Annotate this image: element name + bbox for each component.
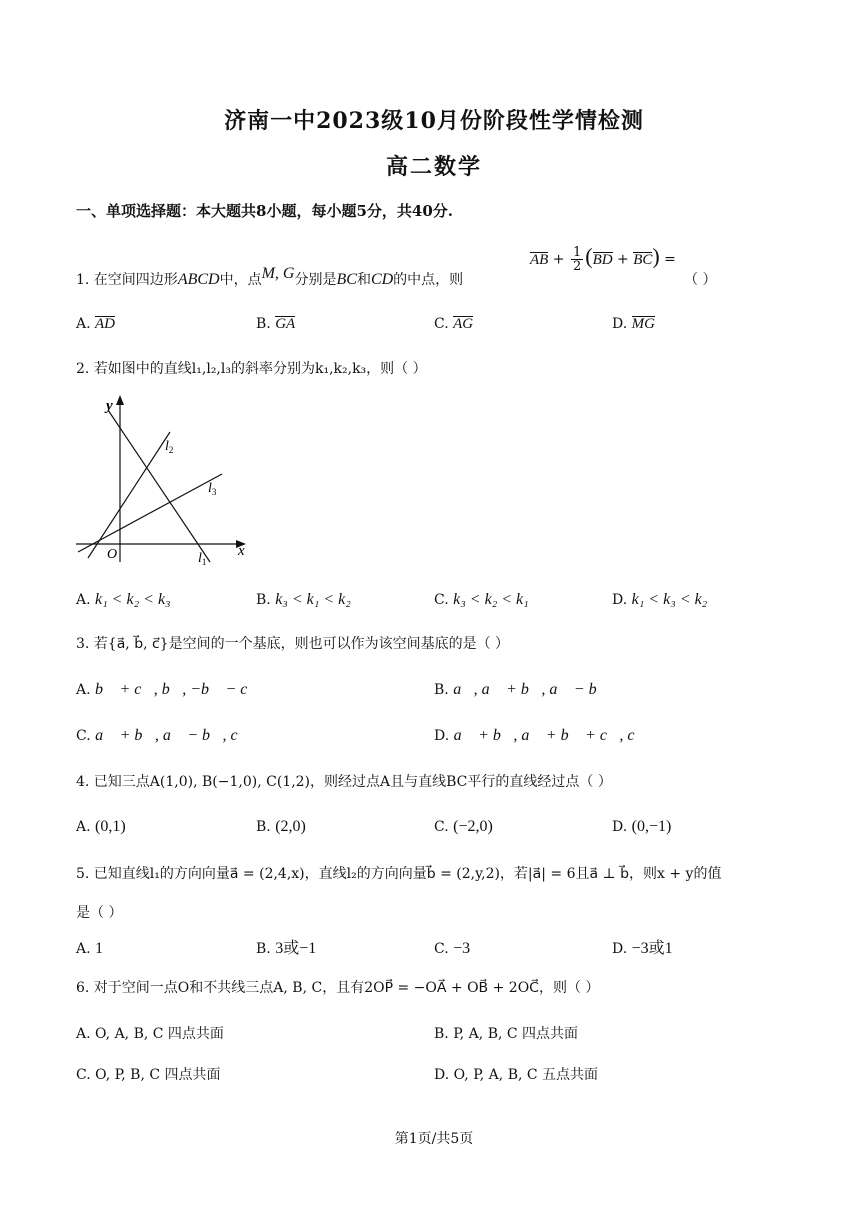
q2-option-a[interactable] [76,590,171,610]
exam-subject: 高二数学 [385,154,482,180]
plus-sign: + [612,251,634,268]
page-number: 第1页/共5页 [394,1131,474,1147]
question-5-stem: 5. 已知直线l₁的方向向量a⃗ = (2,4,x)，直线l₂的方向向量b⃗ = (2,y,2)，若|a⃗| = 6且a⃗ ⊥ b⃗，则x + y的值 [76,866,722,882]
q6-option-d[interactable] [434,1065,598,1085]
q1-math: ABCD [177,271,220,288]
option-value: MG [631,316,655,332]
q1-option-b[interactable] [256,314,295,334]
fraction-numerator: 1 [572,245,582,260]
option-value: AG [453,316,474,332]
option-value: k₁ < k₃ < k₂ [631,591,708,608]
q4-option-c[interactable] [434,817,493,837]
option-value: k₃ < k₂ < k₁ [453,591,529,608]
y-axis-label: y [106,398,113,414]
option-value: P, A, B, C 四点共面 [453,1026,579,1042]
option-value: 1 [95,940,104,957]
q1-option-a[interactable] [76,314,115,334]
vector-bc: BC [633,251,653,268]
q6-option-b[interactable] [434,1024,578,1044]
option-label: D. [434,728,450,744]
option-label: A. [76,819,91,835]
l3-letter: l [208,481,212,496]
option-label: A. [76,941,91,957]
option-label: B. [256,819,271,835]
l3-label [208,481,217,497]
fraction-half [571,246,583,273]
option-value: b⃗ + c⃗, b⃗, −b⃗ − c⃗ [95,681,260,698]
q1-option-c[interactable] [434,314,473,334]
q1-text: 1. 在空间四边形 [76,272,178,288]
option-value: GA [275,316,296,332]
option-value: (−2,0) [453,818,493,835]
option-label: C. [76,1067,91,1083]
option-value: O, P, B, C 四点共面 [95,1067,221,1083]
option-value: AD [95,316,116,332]
q3-option-c[interactable] [76,726,250,746]
option-label: A. [76,316,91,332]
q3-option-d[interactable] [434,726,647,746]
option-label: A. [76,682,91,698]
q4-option-d[interactable] [612,817,671,837]
q5-option-a[interactable] [76,939,103,959]
section-heading: 一、单项选择题：本大题共8小题，每小题5分，共40分. [76,202,453,220]
option-value: O, P, A, B, C 五点共面 [453,1067,599,1083]
option-label: C. [76,728,91,744]
q2-option-b[interactable] [256,590,351,610]
option-value: k₃ < k₁ < k₂ [275,591,351,608]
l2-subscript: 2 [168,445,174,455]
q4-option-b[interactable] [256,817,306,837]
vector-bd: BD [592,251,613,268]
q2-option-c[interactable] [434,590,529,610]
option-label: B. [256,316,271,332]
line-l2 [88,432,170,558]
q1-math: CD [370,271,394,288]
q1-math: M, G [261,265,295,282]
option-value: −3 [453,940,471,957]
question-2-stem: 2. 若如图中的直线l₁,l₂,l₃的斜率分别为k₁,k₂,k₃，则（ ） [76,361,427,377]
option-label: C. [434,316,449,332]
line-l3 [78,474,222,552]
line-l1 [108,410,210,562]
option-value: a⃗, a⃗ + b⃗, a⃗ − b⃗ [453,681,610,698]
option-label: D. [612,592,628,608]
option-value: a⃗ + b⃗, a⃗ − b⃗, c⃗ [95,727,251,744]
q2-line-graph [70,392,260,572]
q1-text: 分别是 [294,272,337,288]
l3-subscript: 3 [211,487,217,497]
l1-letter: l [198,551,202,566]
l1-label [198,551,206,567]
option-label: A. [76,1026,91,1042]
q1-math: BC [336,271,357,288]
l2-label [165,439,173,455]
option-value: (0,1) [95,818,126,835]
option-label: A. [76,592,91,608]
q2-option-d[interactable] [612,590,707,610]
question-5-stem-continued: 是（ ） [76,905,123,921]
option-label: D. [434,1067,450,1083]
q4-option-a[interactable] [76,817,126,837]
option-label: B. [256,941,271,957]
exam-title: 济南一中2023级10月份阶段性学情检测 [224,108,644,134]
question-4-stem: 4. 已知三点A(1,0), B(−1,0), C(1,2)，则经过点A且与直线BC平行的直线经过点（ ） [76,774,612,790]
option-value: −3或1 [631,940,673,957]
plus-sign: + [548,251,569,268]
question-6-stem: 6. 对于空间一点O和不共线三点A, B, C，且有2OP⃗ = −OA⃗ + OB⃗ + 2OC⃗，则（ ） [76,980,600,996]
right-paren: ) [652,243,660,269]
q1-text: 和 [356,272,371,288]
option-label: C. [434,941,449,957]
option-value: O, A, B, C 四点共面 [95,1026,224,1042]
q1-text: 中，点 [219,272,262,288]
q3-option-a[interactable] [76,680,260,700]
option-value: 3或−1 [275,940,317,957]
vector-ab: AB [530,251,549,268]
option-value: k₁ < k₂ < k₃ [95,591,171,608]
option-value: a⃗ + b⃗, a⃗ + b⃗ + c⃗, c⃗ [453,727,647,744]
option-label: D. [612,316,628,332]
q1-expression [530,243,676,274]
q6-option-c[interactable] [76,1065,221,1085]
q1-text: 的中点，则 [393,272,464,288]
option-label: B. [434,1026,449,1042]
option-value: (2,0) [275,818,306,835]
q6-option-a[interactable] [76,1024,224,1044]
question-1-stem [76,265,464,290]
option-label: B. [256,592,271,608]
q1-option-d[interactable] [612,314,655,334]
option-label: D. [612,941,628,957]
q5-option-d[interactable] [612,939,673,959]
equals-sign: = [659,251,676,268]
fraction-denominator: 2 [572,259,582,274]
q3-option-b[interactable] [434,680,609,700]
q1-answer-paren: （ ） [684,272,717,288]
q5-option-c[interactable] [434,939,470,959]
l1-subscript: 1 [201,557,207,567]
question-3-stem: 3. 若{a⃗, b⃗, c⃗}是空间的一个基底，则也可以作为该空间基底的是（ ） [76,636,510,652]
l2-letter: l [165,439,169,454]
x-axis-label: x [238,543,245,559]
option-value: (0,−1) [631,818,672,835]
option-label: C. [434,592,449,608]
origin-label: O [107,547,118,562]
option-label: B. [434,682,449,698]
y-axis-arrow-icon [116,395,124,405]
q5-option-b[interactable] [256,939,316,959]
option-label: D. [612,819,628,835]
left-paren: ( [585,243,593,269]
option-label: C. [434,819,449,835]
